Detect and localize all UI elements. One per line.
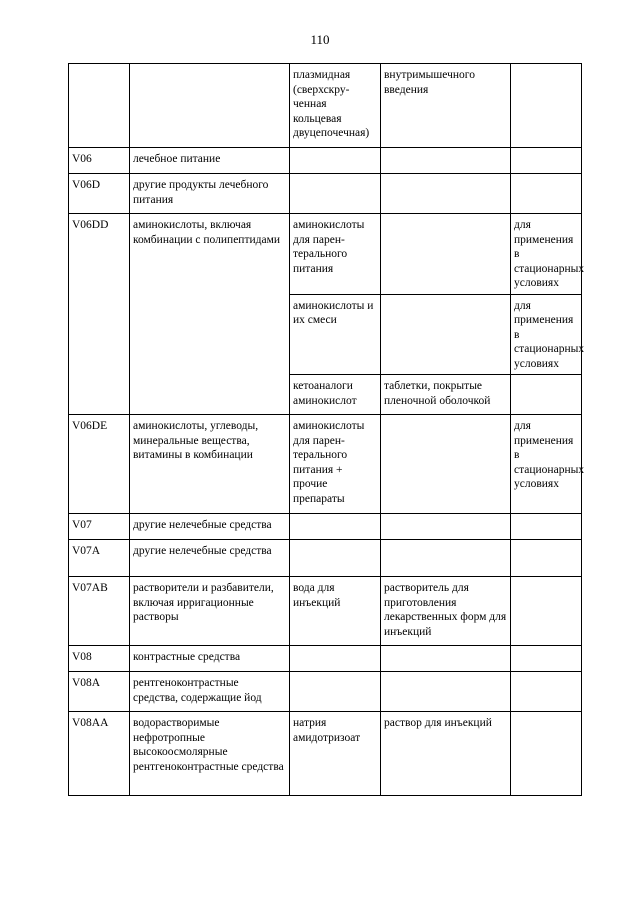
atc-name-cell: другие нелечебные средства [130, 540, 290, 577]
drug-form-cell: вода для инъекций [290, 577, 381, 646]
atc-name-cell: другие продукты лечебного питания [130, 174, 290, 214]
atc-name-cell: водорастворимые нефротропные высокоосмолярные рентгеноконтрастные средства [130, 712, 290, 796]
atc-name-cell: другие нелечебные средства [130, 514, 290, 540]
note-cell [511, 577, 582, 646]
atc-code-cell: V07 [69, 514, 130, 540]
table-row [69, 64, 582, 148]
drug-form-cell: аминокислоты и их смеси [290, 294, 381, 375]
drug-form-cell [290, 646, 381, 672]
dosage-form-cell [381, 214, 511, 295]
dosage-form-cell [381, 174, 511, 214]
drug-form-cell [290, 672, 381, 712]
atc-name-cell: растворители и разбавители, включая ирригационные растворы [130, 577, 290, 646]
atc-name-cell: контрастные средства [130, 646, 290, 672]
dosage-form-cell [381, 148, 511, 174]
drug-form-cell: аминокислоты для парен-терального питания [290, 214, 381, 295]
dosage-form-cell [381, 646, 511, 672]
dosage-form-cell [381, 415, 511, 514]
drug-form-cell [290, 148, 381, 174]
atc-code-cell: V08A [69, 672, 130, 712]
note-cell: для применения в стационарных условиях [511, 415, 582, 514]
note-cell [511, 174, 582, 214]
dosage-form-cell: раствор для инъекций [381, 712, 511, 796]
dosage-form-cell [381, 672, 511, 712]
table-row [69, 646, 582, 672]
atc-code-cell: V07A [69, 540, 130, 577]
table-row [69, 672, 582, 712]
note-cell [511, 514, 582, 540]
atc-name-cell [130, 64, 290, 148]
note-cell [511, 375, 582, 415]
atc-code-cell: V08AA [69, 712, 130, 796]
note-cell: для применения в стационарных условиях [511, 294, 582, 375]
atc-name-cell: рентгеноконтрастные средства, содержащие йод [130, 672, 290, 712]
table-row [69, 174, 582, 214]
page-number: 110 [310, 32, 330, 47]
table-row [69, 148, 582, 174]
drug-form-cell [290, 174, 381, 214]
dosage-form-cell: растворитель для приготовления лекарственных форм для инъекций [381, 577, 511, 646]
note-cell [511, 540, 582, 577]
table-row [69, 214, 582, 295]
note-cell [511, 672, 582, 712]
dosage-form-cell: таблетки, покрытые пленочной оболочкой [381, 375, 511, 415]
table-row [69, 540, 582, 577]
dosage-form-cell [381, 294, 511, 375]
atc-code-cell: V06DE [69, 415, 130, 514]
note-cell [511, 646, 582, 672]
table-row [69, 577, 582, 646]
drug-form-cell: натрия амидотризоат [290, 712, 381, 796]
atc-code-cell: V06D [69, 174, 130, 214]
atc-code-cell: V06 [69, 148, 130, 174]
atc-name-cell: лечебное питание [130, 148, 290, 174]
atc-code-cell: V08 [69, 646, 130, 672]
atc-code-cell: V07AB [69, 577, 130, 646]
drug-classification-table [68, 63, 585, 796]
note-cell: для применения в стационарных условиях [511, 214, 582, 295]
note-cell [511, 64, 582, 148]
table-row [69, 415, 582, 514]
note-cell [511, 712, 582, 796]
atc-name-cell: аминокислоты, углеводы, минеральные вещества, витамины в комбинации [130, 415, 290, 514]
table-row [69, 712, 582, 796]
drug-form-cell [290, 540, 381, 577]
note-cell [511, 148, 582, 174]
atc-code-cell [69, 64, 130, 148]
table-row [69, 514, 582, 540]
dosage-form-cell [381, 514, 511, 540]
drug-form-cell: плазмидная (сверхскру-ченная кольцевая двуцепочечная) [290, 64, 381, 148]
drug-form-cell [290, 514, 381, 540]
dosage-form-cell [381, 540, 511, 577]
dosage-form-cell: внутримышечного введения [381, 64, 511, 148]
drug-form-cell: кетоаналоги аминокислот [290, 375, 381, 415]
drug-form-cell: аминокислоты для парен-терального питания + прочие препараты [290, 415, 381, 514]
atc-code-cell: V06DD [69, 214, 130, 415]
atc-name-cell: аминокислоты, включая комбинации с полипептидами [130, 214, 290, 415]
